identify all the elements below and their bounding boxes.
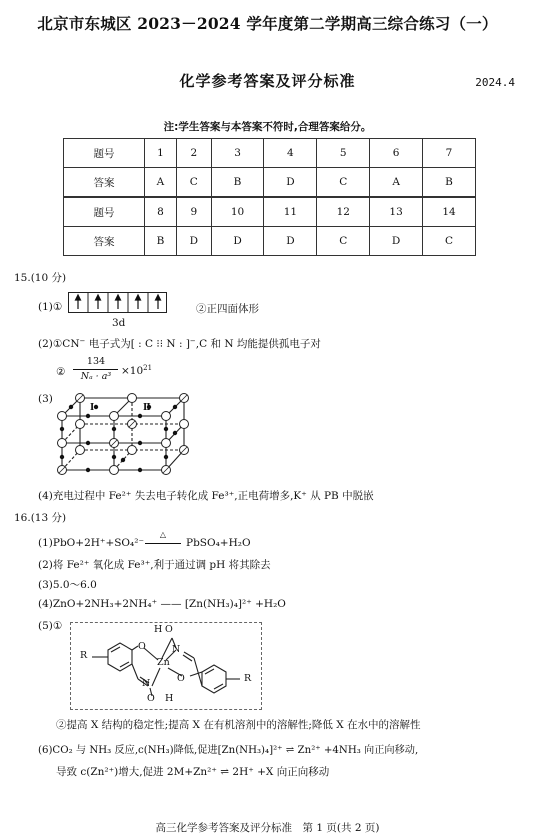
answer-table (63, 138, 476, 256)
reaction-arrow-line (145, 543, 181, 544)
q15-part2-b-mul (121, 364, 152, 377)
grading-note: 注:学生答案与本答案不符时,合理答案给分。 (163, 121, 372, 133)
table-cell: 答案 (64, 168, 145, 198)
q15-part2-a-text: (2)①CN (38, 338, 80, 350)
table-cell: 12 (317, 197, 370, 227)
table-cell: 题号 (64, 197, 145, 227)
q15-part2-a (38, 336, 321, 351)
page-subtitle: 化学参考答案及评分标准 (179, 72, 356, 90)
q16-part1 (38, 537, 144, 549)
crystal-cell-diagram (54, 392, 214, 482)
table-cell: C (176, 168, 211, 198)
q15-heading: 15.(10 分) (14, 272, 67, 284)
table-cell: D (176, 227, 211, 256)
table-cell: C (423, 227, 476, 256)
struct-o-right: O (177, 673, 185, 684)
table-row (64, 168, 476, 198)
struct-h-bottom: H (165, 693, 174, 704)
struct-h-top: H (154, 624, 163, 635)
table-cell: C (317, 227, 370, 256)
page-footer: 高三化学参考答案及评分标准 第 1 页(共 2 页) (155, 822, 380, 834)
table-cell: 11 (264, 197, 317, 227)
q16-part1-left: (1)PbO+2H⁺+SO₄²⁻ (38, 537, 145, 549)
charge-sup: − (79, 337, 86, 345)
q16-part5-b: ②提高 X 结构的稳定性;提高 X 在有机溶剂中的溶解性;降低 X 在水中的溶解性 (56, 719, 421, 731)
q16-part1-right: PbSO₄+H₂O (186, 537, 251, 549)
table-cell: 9 (176, 197, 211, 227)
struct-n-bottom: N (142, 678, 151, 689)
table-cell: 4 (264, 139, 317, 168)
struct-zn: Zn (157, 657, 170, 668)
fraction-numerator: 134 (86, 356, 106, 367)
q15-part3-label: (3) (38, 393, 53, 405)
times-ten: ×10 (121, 365, 144, 377)
fraction-bar (73, 369, 118, 370)
fraction-denominator: Nₐ · a³ (80, 371, 112, 382)
table-cell: 2 (176, 139, 211, 168)
table-row (64, 139, 476, 168)
table-cell: 1 (144, 139, 176, 168)
table-cell: A (370, 168, 423, 198)
q16-part6-a: (6)CO₂ 与 NH₃ 反应,c(NH₃)降低,促进[Zn(NH₃)₄]²⁺ ⇌ Zn²⁺ +4NH₃ 向正向移动, (38, 745, 419, 756)
orbital-label: 3d (112, 317, 126, 329)
table-cell: 题号 (64, 139, 145, 168)
table-cell: D (264, 227, 317, 256)
exponent: 21 (143, 364, 153, 372)
q16-part6-b: 导致 c(Zn²⁺)增大,促进 2M+Zn²⁺ ⇌ 2H⁺ +X 向正向移动 (56, 766, 330, 778)
q15-part2-b-prefix: ② (56, 366, 66, 378)
q15-part2-a-tail: ,C 和 N 均能提供孤电子对 (195, 338, 321, 350)
table-cell: B (144, 227, 176, 256)
table-cell: 5 (317, 139, 370, 168)
exam-date: 2024.4 (475, 76, 515, 89)
table-cell: 8 (144, 197, 176, 227)
table-cell: 14 (423, 197, 476, 227)
struct-r-right: R (244, 673, 252, 684)
table-cell: 3 (211, 139, 264, 168)
table-cell: D (370, 227, 423, 256)
q16-part3: (3)5.0～6.0 (38, 579, 97, 591)
cube-label-two: Ⅱ (143, 403, 151, 413)
table-cell: 7 (423, 139, 476, 168)
q15-part4: (4)充电过程中 Fe²⁺ 失去电子转化成 Fe³⁺,正电荷增多,K⁺ 从 PB 中脱嵌 (38, 490, 374, 502)
struct-o-top: O (165, 624, 173, 635)
charge-sup: − (189, 337, 196, 345)
table-cell: 10 (211, 197, 264, 227)
q15-part1-prefix: (1)① (38, 301, 63, 313)
struct-n-top: N (172, 644, 181, 655)
q16-part5-label: (5)① (38, 620, 63, 632)
q16-heading: 16.(13 分) (14, 512, 67, 524)
q16-part2: (2)将 Fe²⁺ 氧化成 Fe³⁺,利于通过调 pH 将其除去 (38, 559, 271, 571)
table-cell: B (423, 168, 476, 198)
q16-part4: (4)ZnO+2NH₃+2NH₄⁺ —— [Zn(NH₃)₄]²⁺ +H₂O (38, 598, 286, 610)
table-cell: D (264, 168, 317, 198)
struct-r-left: R (80, 650, 88, 661)
struct-o-bottom: O (147, 693, 155, 704)
table-cell: 13 (370, 197, 423, 227)
table-row (64, 197, 476, 227)
table-cell: A (144, 168, 176, 198)
heat-condition: △ (159, 530, 167, 539)
table-cell: 答案 (64, 227, 145, 256)
q15-part1-second: ②正四面体形 (196, 303, 259, 315)
struct-o-left: O (138, 641, 146, 652)
page-title: 北京市东城区 2023－2024 学年度第二学期高三综合练习（一） (37, 14, 498, 33)
table-row (64, 227, 476, 256)
orbital-diagram (68, 292, 168, 314)
q15-part2-a-rest: 电子式为[ : C ⁝⁝ N : ] (85, 338, 190, 350)
table-cell: B (211, 168, 264, 198)
table-cell: D (211, 227, 264, 256)
table-cell: C (317, 168, 370, 198)
cube-label-one: Ⅰ (90, 403, 95, 413)
table-cell: 6 (370, 139, 423, 168)
